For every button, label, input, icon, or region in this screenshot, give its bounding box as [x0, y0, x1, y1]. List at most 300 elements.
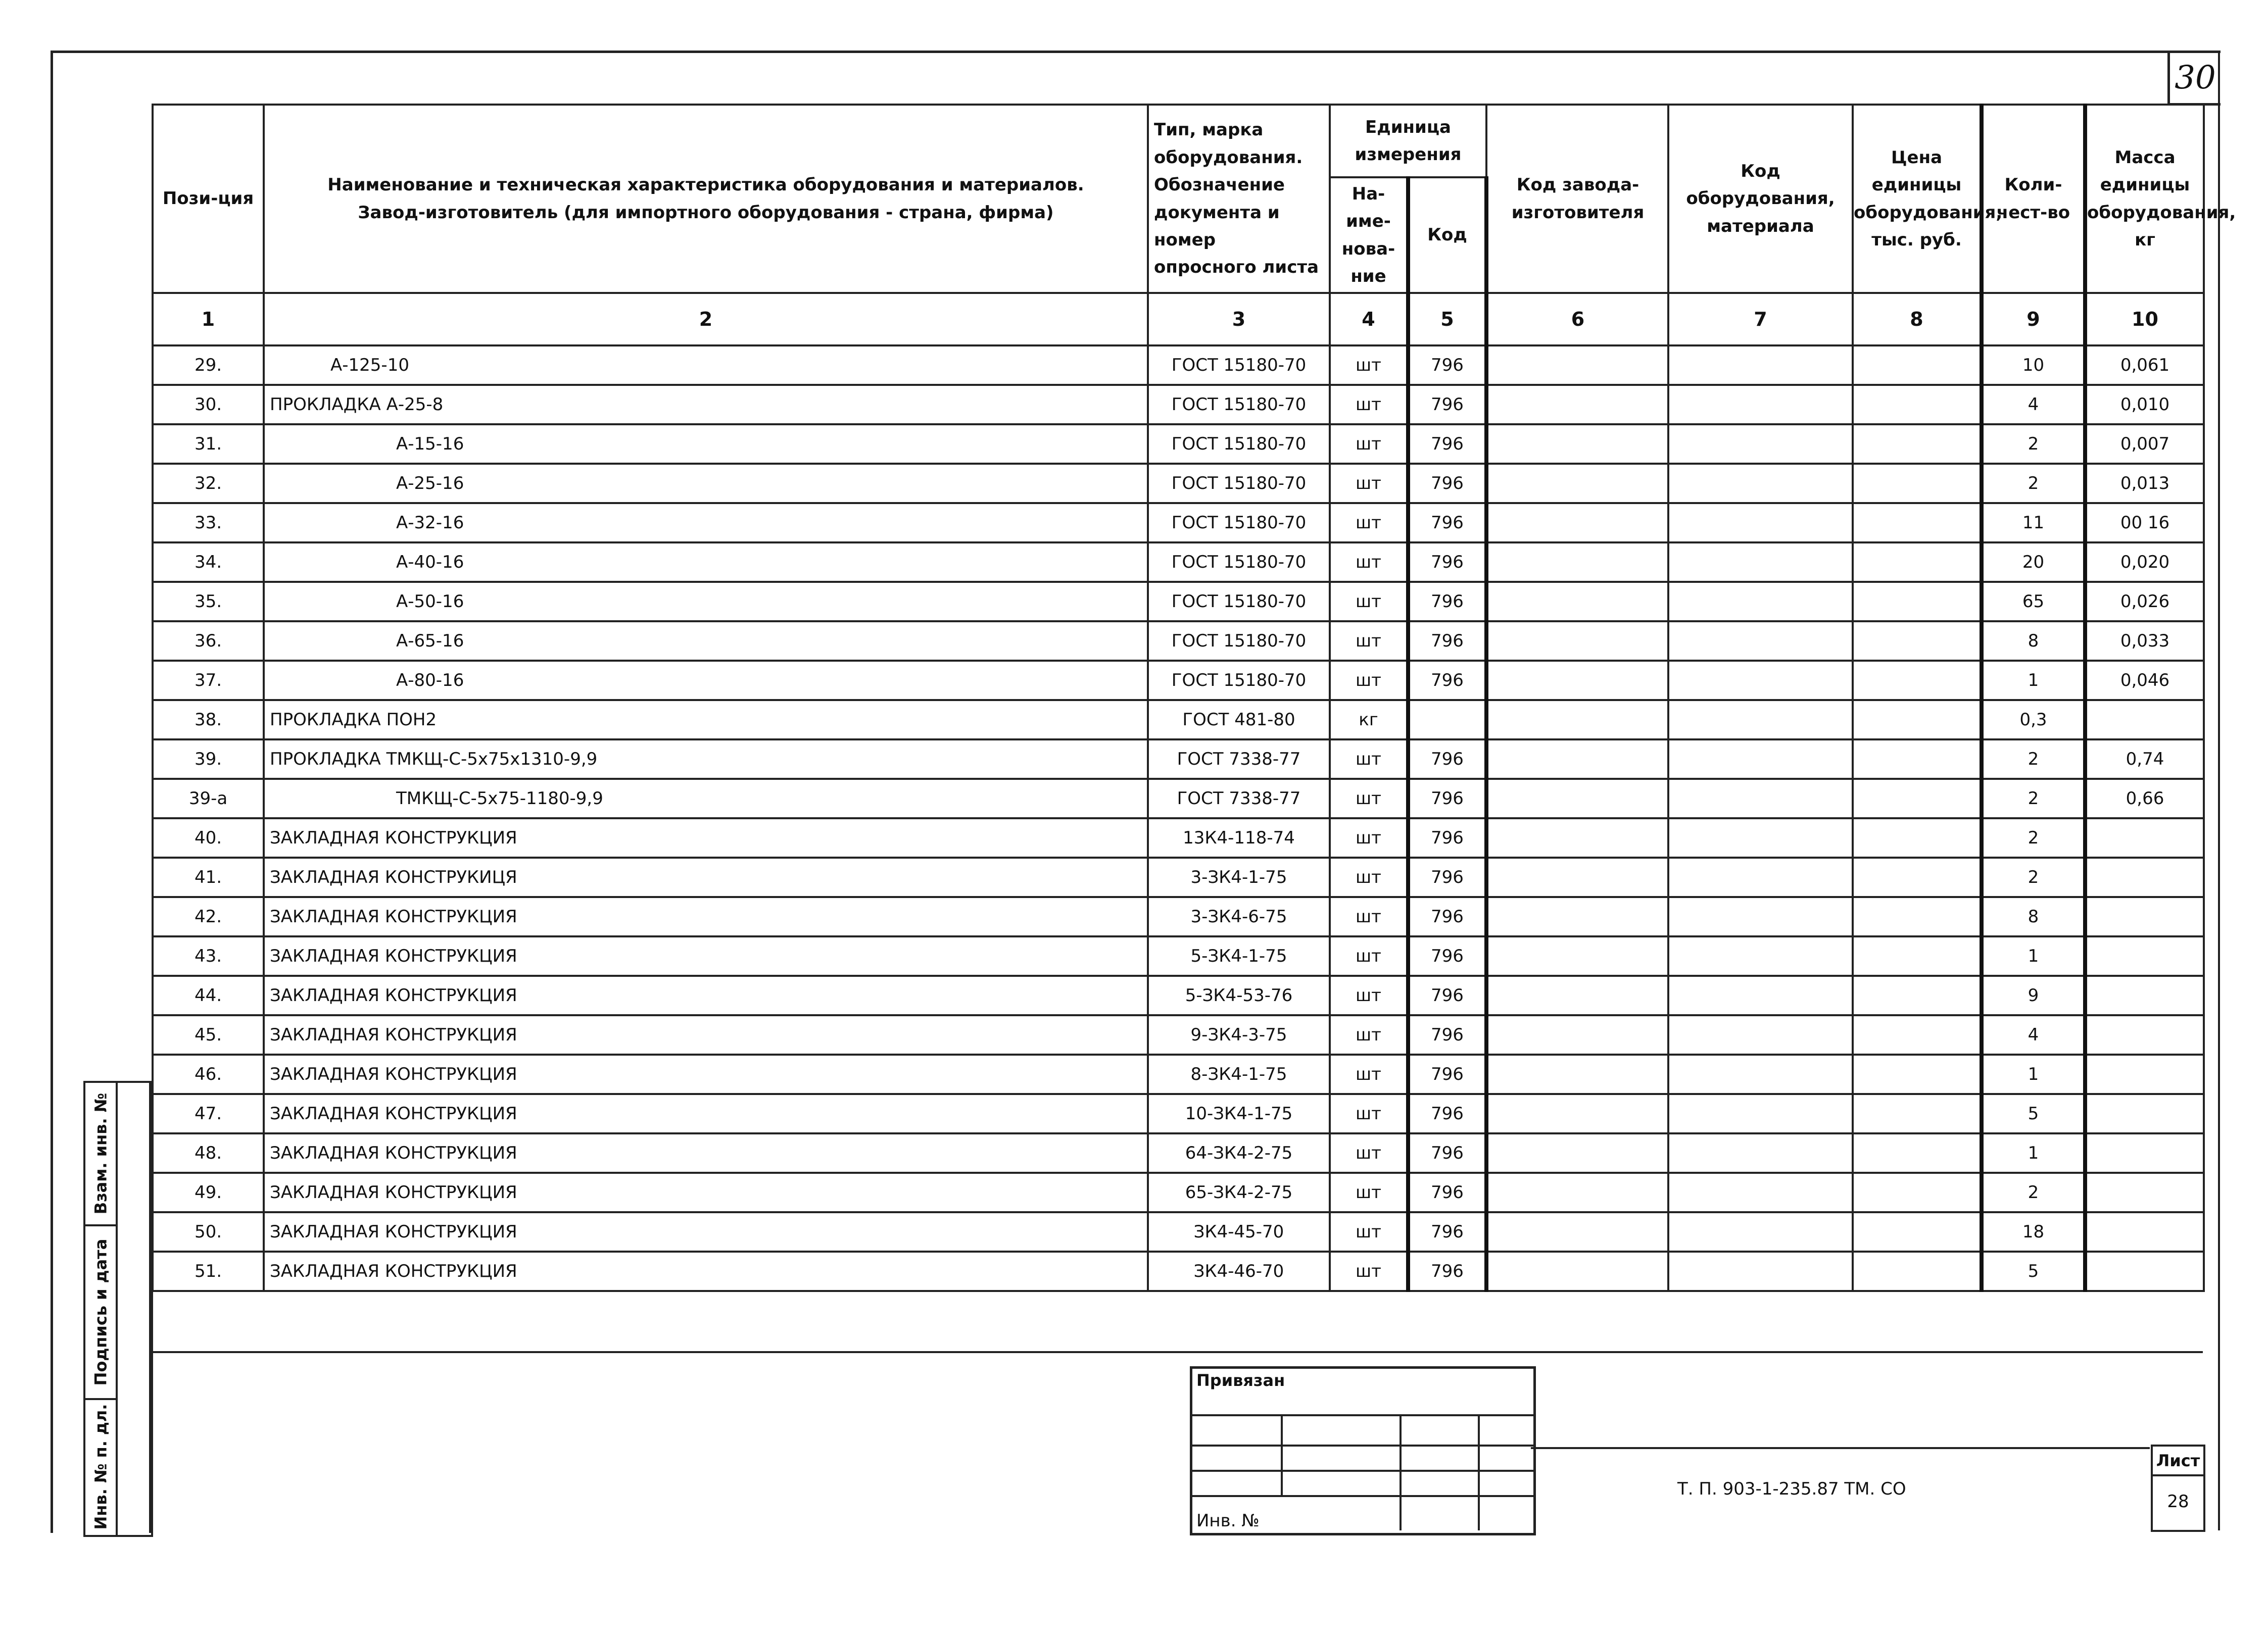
plant-code-cell [1486, 1173, 1668, 1212]
mass-cell [2085, 897, 2204, 936]
column-number-10: 10 [2085, 293, 2204, 345]
sheet-label: Лист [2153, 1447, 2203, 1476]
quantity-cell: 1 [1982, 1055, 2085, 1094]
unit-code-cell: 796 [1408, 897, 1486, 936]
side-cell-inventory [85, 1400, 116, 1533]
position-cell: 41. [153, 858, 264, 897]
unit-code-cell: 796 [1408, 582, 1486, 621]
table-row [153, 936, 2204, 976]
header-plant-code: Код завода-изготовителя [1486, 105, 1668, 293]
unit-code-cell: 796 [1408, 1015, 1486, 1055]
price-cell [1853, 897, 1982, 936]
unit-code-cell: 796 [1408, 1252, 1486, 1291]
mass-cell [2085, 1212, 2204, 1252]
document-cell: 5-ЗК4-53-76 [1148, 976, 1330, 1015]
equip-code-cell [1668, 976, 1853, 1015]
table-row [153, 1173, 2204, 1212]
unit-code-cell: 796 [1408, 818, 1486, 858]
quantity-cell: 2 [1982, 818, 2085, 858]
unit-code-cell: 796 [1408, 621, 1486, 661]
unit-code-cell [1408, 700, 1486, 739]
unit-code-cell: 796 [1408, 503, 1486, 542]
price-cell [1853, 582, 1982, 621]
plant-code-cell [1486, 858, 1668, 897]
header-mass: Масса единицы оборудования, кг [2085, 105, 2204, 293]
quantity-cell: 8 [1982, 897, 2085, 936]
equip-code-cell [1668, 1212, 1853, 1252]
name-cell: ПРОКЛАДКА ПОН2 [264, 700, 1148, 739]
price-cell [1853, 1212, 1982, 1252]
name-cell: ТМКЩ-С-5х75-1180-9,9 [264, 779, 1148, 818]
unit-code-cell: 796 [1408, 542, 1486, 582]
mass-cell: 0,046 [2085, 661, 2204, 700]
mass-cell [2085, 858, 2204, 897]
table-row [153, 621, 2204, 661]
unit-name-cell: шт [1330, 779, 1408, 818]
equip-code-cell [1668, 582, 1853, 621]
price-cell [1853, 621, 1982, 661]
mass-cell [2085, 1055, 2204, 1094]
document-cell: ГОСТ 15180-70 [1148, 464, 1330, 503]
sheet-box [2151, 1445, 2205, 1532]
price-cell [1853, 385, 1982, 424]
quantity-cell: 5 [1982, 1094, 2085, 1133]
document-cell: ГОСТ 7338-77 [1148, 779, 1330, 818]
position-cell: 39. [153, 739, 264, 779]
table-row [153, 858, 2204, 897]
table-row [153, 739, 2204, 779]
position-cell: 39-а [153, 779, 264, 818]
equip-code-cell [1668, 700, 1853, 739]
stamp-title: Привязан [1196, 1371, 1285, 1390]
name-cell: А-65-16 [264, 621, 1148, 661]
unit-code-cell: 796 [1408, 976, 1486, 1015]
unit-name-cell: шт [1330, 818, 1408, 858]
position-cell: 43. [153, 936, 264, 976]
column-number-5: 5 [1408, 293, 1486, 345]
document-cell: 3-ЗК4-6-75 [1148, 897, 1330, 936]
side-label-replace: Взам. инв. № [91, 1092, 111, 1215]
price-cell [1853, 345, 1982, 385]
quantity-cell: 10 [1982, 345, 2085, 385]
position-cell: 42. [153, 897, 264, 936]
equip-code-cell [1668, 503, 1853, 542]
price-cell [1853, 700, 1982, 739]
price-cell [1853, 976, 1982, 1015]
name-cell: ЗАКЛАДНАЯ КОНСТРУКЦИЯ [264, 1212, 1148, 1252]
column-number-9: 9 [1982, 293, 2085, 345]
equip-code-cell [1668, 779, 1853, 818]
unit-code-cell: 796 [1408, 1094, 1486, 1133]
unit-name-cell: шт [1330, 661, 1408, 700]
unit-code-cell: 796 [1408, 345, 1486, 385]
equip-code-cell [1668, 1015, 1853, 1055]
column-number-row [153, 293, 2204, 345]
table-row [153, 1133, 2204, 1173]
price-cell [1853, 1252, 1982, 1291]
unit-name-cell: шт [1330, 582, 1408, 621]
document-cell: 10-ЗК4-1-75 [1148, 1094, 1330, 1133]
unit-code-cell: 796 [1408, 858, 1486, 897]
position-cell: 31. [153, 424, 264, 464]
quantity-cell: 65 [1982, 582, 2085, 621]
unit-name-cell: шт [1330, 936, 1408, 976]
mass-cell [2085, 700, 2204, 739]
unit-name-cell: шт [1330, 345, 1408, 385]
sheet-number: 30 [2167, 53, 2221, 106]
position-cell: 48. [153, 1133, 264, 1173]
mass-cell [2085, 818, 2204, 858]
side-stamp [83, 1081, 153, 1537]
position-cell: 30. [153, 385, 264, 424]
name-cell: ПРОКЛАДКА А-25-8 [264, 385, 1148, 424]
equip-code-cell [1668, 1055, 1853, 1094]
document-cell: ГОСТ 15180-70 [1148, 503, 1330, 542]
quantity-cell: 8 [1982, 621, 2085, 661]
quantity-cell: 2 [1982, 858, 2085, 897]
plant-code-cell [1486, 345, 1668, 385]
mass-cell: 0,061 [2085, 345, 2204, 385]
document-cell: 8-ЗК4-1-75 [1148, 1055, 1330, 1094]
plant-code-cell [1486, 424, 1668, 464]
mass-cell: 0,74 [2085, 739, 2204, 779]
document-cell: 13К4-118-74 [1148, 818, 1330, 858]
equip-code-cell [1668, 345, 1853, 385]
quantity-cell: 1 [1982, 661, 2085, 700]
table-row [153, 818, 2204, 858]
table-row [153, 503, 2204, 542]
position-cell: 47. [153, 1094, 264, 1133]
table-row [153, 424, 2204, 464]
position-cell: 50. [153, 1212, 264, 1252]
equip-code-cell [1668, 1252, 1853, 1291]
header-name: Наименование и техническая характеристика оборудования и материалов. Завод-изготовитель (для импортного оборудования - страна, фирма) [264, 105, 1148, 293]
unit-name-cell: шт [1330, 464, 1408, 503]
position-cell: 32. [153, 464, 264, 503]
name-cell: ЗАКЛАДНАЯ КОНСТРУКЦИЯ [264, 1055, 1148, 1094]
plant-code-cell [1486, 661, 1668, 700]
unit-name-cell: шт [1330, 424, 1408, 464]
name-cell: ЗАКЛАДНАЯ КОНСТРУКЦИЯ [264, 897, 1148, 936]
column-number-1: 1 [153, 293, 264, 345]
unit-name-cell: шт [1330, 1212, 1408, 1252]
equip-code-cell [1668, 385, 1853, 424]
plant-code-cell [1486, 976, 1668, 1015]
unit-name-cell: кг [1330, 700, 1408, 739]
column-number-4: 4 [1330, 293, 1408, 345]
side-label-inventory: Инв. № п. дл. [91, 1404, 111, 1529]
unit-code-cell: 796 [1408, 1212, 1486, 1252]
header-row-1 [153, 105, 2204, 177]
quantity-cell: 4 [1982, 385, 2085, 424]
plant-code-cell [1486, 582, 1668, 621]
quantity-cell: 11 [1982, 503, 2085, 542]
table-row [153, 700, 2204, 739]
name-cell: А-32-16 [264, 503, 1148, 542]
document-cell: ГОСТ 7338-77 [1148, 739, 1330, 779]
equip-code-cell [1668, 424, 1853, 464]
position-cell: 38. [153, 700, 264, 739]
equip-code-cell [1668, 661, 1853, 700]
side-cell-signature [85, 1226, 116, 1400]
plant-code-cell [1486, 1133, 1668, 1173]
equip-code-cell [1668, 936, 1853, 976]
name-cell: А-125-10 [264, 345, 1148, 385]
quantity-cell: 20 [1982, 542, 2085, 582]
name-cell: А-15-16 [264, 424, 1148, 464]
name-cell: ЗАКЛАДНАЯ КОНСТРУКЦИЯ [264, 1094, 1148, 1133]
mass-cell [2085, 1094, 2204, 1133]
unit-name-cell: шт [1330, 1133, 1408, 1173]
unit-name-cell: шт [1330, 503, 1408, 542]
document-cell: ГОСТ 15180-70 [1148, 385, 1330, 424]
name-cell: А-40-16 [264, 542, 1148, 582]
header-position: Пози-ция [153, 105, 264, 293]
table-row [153, 1252, 2204, 1291]
plant-code-cell [1486, 936, 1668, 976]
mass-cell: 0,026 [2085, 582, 2204, 621]
header-unit: Единица измерения [1330, 105, 1486, 177]
quantity-cell: 2 [1982, 779, 2085, 818]
name-cell: А-50-16 [264, 582, 1148, 621]
unit-code-cell: 796 [1408, 1133, 1486, 1173]
unit-code-cell: 796 [1408, 661, 1486, 700]
equip-code-cell [1668, 1133, 1853, 1173]
header-unit-name: На-име-нова-ние [1330, 177, 1408, 293]
document-cell: ГОСТ 481-80 [1148, 700, 1330, 739]
document-cell: 3-ЗК4-1-75 [1148, 858, 1330, 897]
header-price: Цена единицы оборудования, тыс. руб. [1853, 105, 1982, 293]
position-cell: 40. [153, 818, 264, 858]
equip-code-cell [1668, 1173, 1853, 1212]
name-cell: ЗАКЛАДНАЯ КОНСТРУКЦИЯ [264, 1173, 1148, 1212]
document-cell: ГОСТ 15180-70 [1148, 542, 1330, 582]
equip-code-cell [1668, 1094, 1853, 1133]
price-cell [1853, 818, 1982, 858]
price-cell [1853, 1133, 1982, 1173]
mass-cell: 0,020 [2085, 542, 2204, 582]
document-cell: ЗК4-45-70 [1148, 1212, 1330, 1252]
quantity-cell: 9 [1982, 976, 2085, 1015]
mass-cell [2085, 1252, 2204, 1291]
unit-name-cell: шт [1330, 1094, 1408, 1133]
unit-name-cell: шт [1330, 542, 1408, 582]
position-cell: 45. [153, 1015, 264, 1055]
name-cell: ЗАКЛАДНАЯ КОНСТРУКЦИЯ [264, 936, 1148, 976]
position-cell: 33. [153, 503, 264, 542]
unit-name-cell: шт [1330, 1252, 1408, 1291]
table-row [153, 385, 2204, 424]
unit-name-cell: шт [1330, 897, 1408, 936]
stamp-inventory: Инв. № [1196, 1511, 1260, 1531]
plant-code-cell [1486, 1252, 1668, 1291]
mass-cell: 0,007 [2085, 424, 2204, 464]
equip-code-cell [1668, 621, 1853, 661]
unit-name-cell: шт [1330, 385, 1408, 424]
header-equip-code: Код оборудования, материала [1668, 105, 1853, 293]
unit-name-cell: шт [1330, 621, 1408, 661]
unit-name-cell: шт [1330, 976, 1408, 1015]
plant-code-cell [1486, 818, 1668, 858]
position-cell: 37. [153, 661, 264, 700]
table-row [153, 1055, 2204, 1094]
plant-code-cell [1486, 779, 1668, 818]
header-qty: Коли-чест-во [1982, 105, 2085, 293]
column-number-7: 7 [1668, 293, 1853, 345]
position-cell: 35. [153, 582, 264, 621]
unit-code-cell: 796 [1408, 464, 1486, 503]
plant-code-cell [1486, 739, 1668, 779]
mass-cell: 0,013 [2085, 464, 2204, 503]
equip-code-cell [1668, 858, 1853, 897]
document-cell: ГОСТ 15180-70 [1148, 621, 1330, 661]
table-row [153, 1094, 2204, 1133]
mass-cell: 0,66 [2085, 779, 2204, 818]
equip-code-cell [1668, 542, 1853, 582]
unit-code-cell: 796 [1408, 385, 1486, 424]
quantity-cell: 1 [1982, 936, 2085, 976]
unit-name-cell: шт [1330, 1173, 1408, 1212]
mass-cell [2085, 936, 2204, 976]
quantity-cell: 2 [1982, 424, 2085, 464]
quantity-cell: 18 [1982, 1212, 2085, 1252]
document-cell: ГОСТ 15180-70 [1148, 345, 1330, 385]
unit-name-cell: шт [1330, 739, 1408, 779]
name-cell: ЗАКЛАДНАЯ КОНСТРУКЦИЯ [264, 1015, 1148, 1055]
plant-code-cell [1486, 1212, 1668, 1252]
plant-code-cell [1486, 1015, 1668, 1055]
mass-cell [2085, 1173, 2204, 1212]
plant-code-cell [1486, 385, 1668, 424]
document-cell: ГОСТ 15180-70 [1148, 424, 1330, 464]
table-row [153, 779, 2204, 818]
document-cell: 65-ЗК4-2-75 [1148, 1173, 1330, 1212]
equip-code-cell [1668, 464, 1853, 503]
quantity-cell: 5 [1982, 1252, 2085, 1291]
header-type: Тип, марка оборудования. Обозначение документа и номер опросного листа [1148, 105, 1330, 293]
name-cell: ЗАКЛАДНАЯ КОНСТРУКИЦЯ [264, 858, 1148, 897]
plant-code-cell [1486, 464, 1668, 503]
position-cell: 49. [153, 1173, 264, 1212]
position-cell: 29. [153, 345, 264, 385]
unit-code-cell: 796 [1408, 424, 1486, 464]
column-number-6: 6 [1486, 293, 1668, 345]
unit-code-cell: 796 [1408, 779, 1486, 818]
unit-name-cell: шт [1330, 1015, 1408, 1055]
name-cell: ЗАКЛАДНАЯ КОНСТРУКЦИЯ [264, 1133, 1148, 1173]
plant-code-cell [1486, 503, 1668, 542]
unit-code-cell: 796 [1408, 739, 1486, 779]
table-row [153, 542, 2204, 582]
equip-code-cell [1668, 739, 1853, 779]
table-row [153, 897, 2204, 936]
table-row [153, 345, 2204, 385]
unit-code-cell: 796 [1408, 936, 1486, 976]
equip-code-cell [1668, 897, 1853, 936]
mass-cell [2085, 1133, 2204, 1173]
equip-code-cell [1668, 818, 1853, 858]
document-cell: 5-ЗК4-1-75 [1148, 936, 1330, 976]
mass-cell: 00 16 [2085, 503, 2204, 542]
price-cell [1853, 858, 1982, 897]
plant-code-cell [1486, 542, 1668, 582]
plant-code-cell [1486, 1055, 1668, 1094]
position-cell: 51. [153, 1252, 264, 1291]
price-cell [1853, 503, 1982, 542]
position-cell: 36. [153, 621, 264, 661]
side-label-signature: Подпись и дата [91, 1238, 110, 1386]
name-cell: ЗАКЛАДНАЯ КОНСТРУКЦИЯ [264, 1252, 1148, 1291]
unit-code-cell: 796 [1408, 1055, 1486, 1094]
price-cell [1853, 1094, 1982, 1133]
position-cell: 34. [153, 542, 264, 582]
price-cell [1853, 1015, 1982, 1055]
document-cell: 9-ЗК4-3-75 [1148, 1015, 1330, 1055]
unit-name-cell: шт [1330, 858, 1408, 897]
quantity-cell: 4 [1982, 1015, 2085, 1055]
name-cell: ПРОКЛАДКА ТМКЩ-С-5х75х1310-9,9 [264, 739, 1148, 779]
price-cell [1853, 1055, 1982, 1094]
quantity-cell: 2 [1982, 464, 2085, 503]
specification-table [152, 104, 2236, 1292]
document-cell: ЗК4-46-70 [1148, 1252, 1330, 1291]
document-cell: 64-ЗК4-2-75 [1148, 1133, 1330, 1173]
mass-cell [2085, 1015, 2204, 1055]
plant-code-cell [1486, 897, 1668, 936]
frame-right-edge [2218, 51, 2220, 1530]
sheet-value: 28 [2167, 1492, 2189, 1512]
unit-name-cell: шт [1330, 1055, 1408, 1094]
name-cell: А-25-16 [264, 464, 1148, 503]
plant-code-cell [1486, 1094, 1668, 1133]
price-cell [1853, 739, 1982, 779]
price-cell [1853, 1173, 1982, 1212]
table-row [153, 1015, 2204, 1055]
table-row [153, 1212, 2204, 1252]
plant-code-cell [1486, 700, 1668, 739]
document-code: Т. П. 903-1-235.87 ТМ. СО [1677, 1479, 1906, 1499]
table-row [153, 582, 2204, 621]
binding-stamp [1190, 1366, 1536, 1535]
mass-cell: 0,010 [2085, 385, 2204, 424]
document-cell: ГОСТ 15180-70 [1148, 582, 1330, 621]
mass-cell [2085, 976, 2204, 1015]
column-number-2: 2 [264, 293, 1148, 345]
name-cell: ЗАКЛАДНАЯ КОНСТРУКЦИЯ [264, 976, 1148, 1015]
price-cell [1853, 464, 1982, 503]
mass-cell: 0,033 [2085, 621, 2204, 661]
table-row [153, 661, 2204, 700]
table-row [153, 464, 2204, 503]
price-cell [1853, 779, 1982, 818]
price-cell [1853, 936, 1982, 976]
column-number-8: 8 [1853, 293, 1982, 345]
quantity-cell: 2 [1982, 739, 2085, 779]
name-cell: ЗАКЛАДНАЯ КОНСТРУКЦИЯ [264, 818, 1148, 858]
side-cell-replace [85, 1083, 116, 1226]
column-number-3: 3 [1148, 293, 1330, 345]
position-cell: 44. [153, 976, 264, 1015]
plant-code-cell [1486, 621, 1668, 661]
quantity-cell: 2 [1982, 1173, 2085, 1212]
price-cell [1853, 661, 1982, 700]
quantity-cell: 1 [1982, 1133, 2085, 1173]
unit-code-cell: 796 [1408, 1173, 1486, 1212]
price-cell [1853, 424, 1982, 464]
position-cell: 46. [153, 1055, 264, 1094]
quantity-cell: 0,3 [1982, 700, 2085, 739]
header-unit-code: Код [1408, 177, 1486, 293]
